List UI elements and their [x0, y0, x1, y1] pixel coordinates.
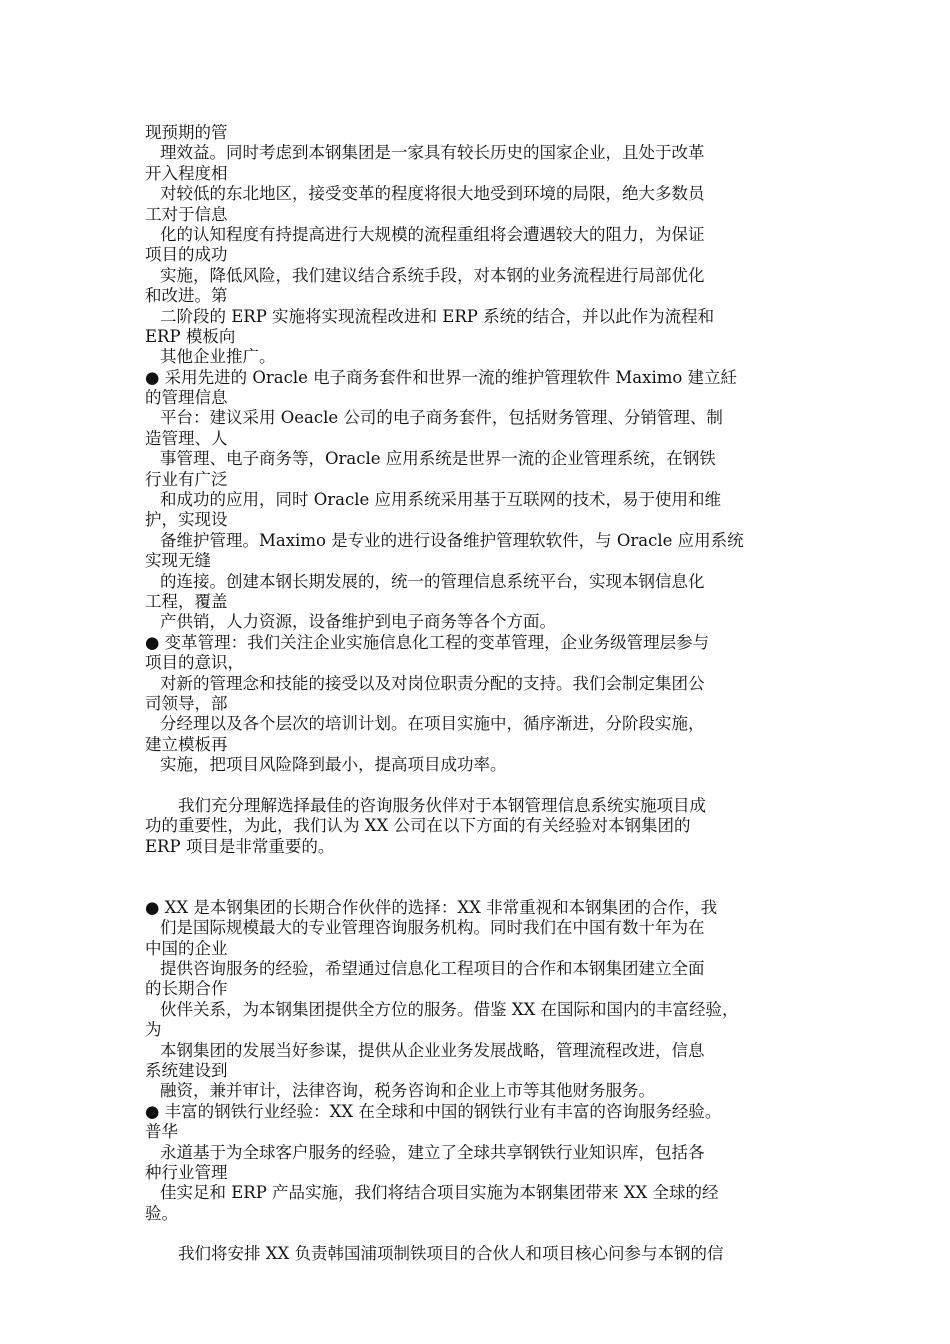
- text-line: 工对于信息: [145, 204, 228, 224]
- text-line: 实现无缝: [145, 551, 211, 571]
- document-body-text: [145, 123, 825, 1265]
- text-line: 佳实足和 ERP 产品实施，我们将结合项目实施为本钢集团带来 XX 全球的经: [160, 1183, 719, 1203]
- blank-line: [145, 776, 825, 796]
- text-line: 现预期的管: [145, 123, 228, 142]
- blank-line: [145, 857, 825, 877]
- text-line: 系统建设到: [145, 1060, 228, 1080]
- blank-line: [145, 1224, 825, 1244]
- text-line: 行业有广泛: [145, 469, 228, 489]
- text-line: 我们将安排 XX 负责韩国浦项制铁项目的合伙人和项目核心问参与本钢的信: [178, 1244, 724, 1264]
- text-line: 项目的意识，: [145, 653, 244, 673]
- text-line: 融资，兼并审计，法律咨询，税务咨询和企业上市等其他财务服务。: [160, 1081, 655, 1101]
- text-line: 普华: [145, 1122, 178, 1142]
- text-line: 产供销，人力资源，设备维护到电子商务等各个方面。: [160, 612, 556, 632]
- text-line: 事管理、电子商务等，Oracle 应用系统是世界一流的企业管理系统，在钢铁: [160, 449, 716, 469]
- text-line: 提供咨询服务的经验，希望通过信息化工程项目的合作和本钢集团建立全面: [160, 959, 705, 979]
- text-line: 的长期合作: [145, 979, 228, 999]
- text-line: 的管理信息: [145, 388, 228, 408]
- text-line: 为: [145, 1020, 162, 1040]
- text-line: 本钢集团的发展当好参谋，提供从企业业务发展战略，管理流程改进，信息: [160, 1040, 705, 1060]
- text-line: ERP 模板向: [145, 326, 236, 346]
- text-line: ● XX 是本钢集团的长期合作伙伴的选择：XX 非常重视和本钢集团的合作，我: [145, 897, 718, 917]
- text-line: 们是国际规模最大的专业管理咨询服务机构。同时我们在中国有数十年为在: [160, 918, 705, 938]
- text-line: 实施，降低风险，我们建议结合系统手段，对本钢的业务流程进行局部优化: [160, 265, 705, 285]
- text-line: ● 变革管理：我们关注企业实施信息化工程的变革管理，企业务级管理层参与: [145, 632, 710, 652]
- text-line: 其他企业推广。: [160, 347, 276, 367]
- text-line: 我们充分理解选择最佳的咨询服务伙伴对于本钢管理信息系统实施项目成: [178, 795, 706, 815]
- text-line: 实施，把项目风险降到最小，提高项目成功率。: [160, 755, 507, 775]
- text-line: 种行业管理: [145, 1162, 228, 1182]
- text-line: 验。: [145, 1203, 178, 1223]
- text-line: 伙伴关系，为本钢集团提供全方位的服务。借鉴 XX 在国际和国内的丰富经验，: [160, 999, 739, 1019]
- text-line: ● 丰富的钢铁行业经验：XX 在全球和中国的钢铁行业有丰富的咨询服务经验。: [145, 1101, 722, 1121]
- text-line: 化的认知程度有持提高进行大规模的流程重组将会遭遇较大的阻力，为保证: [160, 224, 705, 244]
- text-line: ● 采用先进的 Oracle 电子商务套件和世界一流的维护管理软件 Maximo 建立紝: [145, 367, 738, 387]
- text-line: 永道基于为全球客户服务的经验，建立了全球共享钢铁行业知识库，包括各: [160, 1142, 705, 1162]
- text-line: 的连接。创建本钢长期发展的，统一的管理信息系统平台，实现本钢信息化: [160, 571, 705, 591]
- text-line: 平台：建议采用 Oeacle 公司的电子商务套件，包括财务管理、分销管理、制: [160, 408, 723, 428]
- text-line: 二阶段的 ERP 实施将实现流程改进和 ERP 系统的结合，并以此作为流程和: [160, 306, 715, 326]
- text-line: 分经理以及各个层次的培训计划。在项目实施中，循序渐进，分阶段实施，: [160, 714, 705, 734]
- text-line: 造管理、人: [145, 428, 228, 448]
- text-line: 理效益。同时考虑到本钢集团是一家具有较长历史的国家企业，且处于改革: [160, 143, 705, 163]
- text-line: 护，实现设: [145, 510, 228, 530]
- text-line: 备维护管理。Maximo 是专业的进行设备维护管理软软件，与 Oracle 应用系统: [160, 530, 744, 550]
- text-line: 司领导，部: [145, 693, 228, 713]
- text-line: 对新的管理念和技能的接受以及对岗位职责分配的支持。我们会制定集团公: [160, 673, 705, 693]
- text-line: 中国的企业: [145, 938, 228, 958]
- text-line: 功的重要性，为此，我们认为 XX 公司在以下方面的有关经验对本钢集团的: [145, 816, 691, 836]
- text-line: 开入程度相: [145, 163, 228, 183]
- text-line: 建立模板再: [145, 734, 228, 754]
- text-line: 和改进。第: [145, 286, 228, 306]
- text-line: 对较低的东北地区，接受变革的程度将很大地受到环境的局限，绝大多数员: [160, 184, 705, 204]
- blank-line: [145, 877, 825, 897]
- text-line: ERP 项目是非常重要的。: [145, 836, 335, 856]
- text-line: 和成功的应用，同时 Oracle 应用系统采用基于互联网的技术，易于使用和维: [160, 490, 722, 510]
- text-line: 工程，覆盖: [145, 591, 228, 611]
- text-line: 项目的成功: [145, 245, 228, 265]
